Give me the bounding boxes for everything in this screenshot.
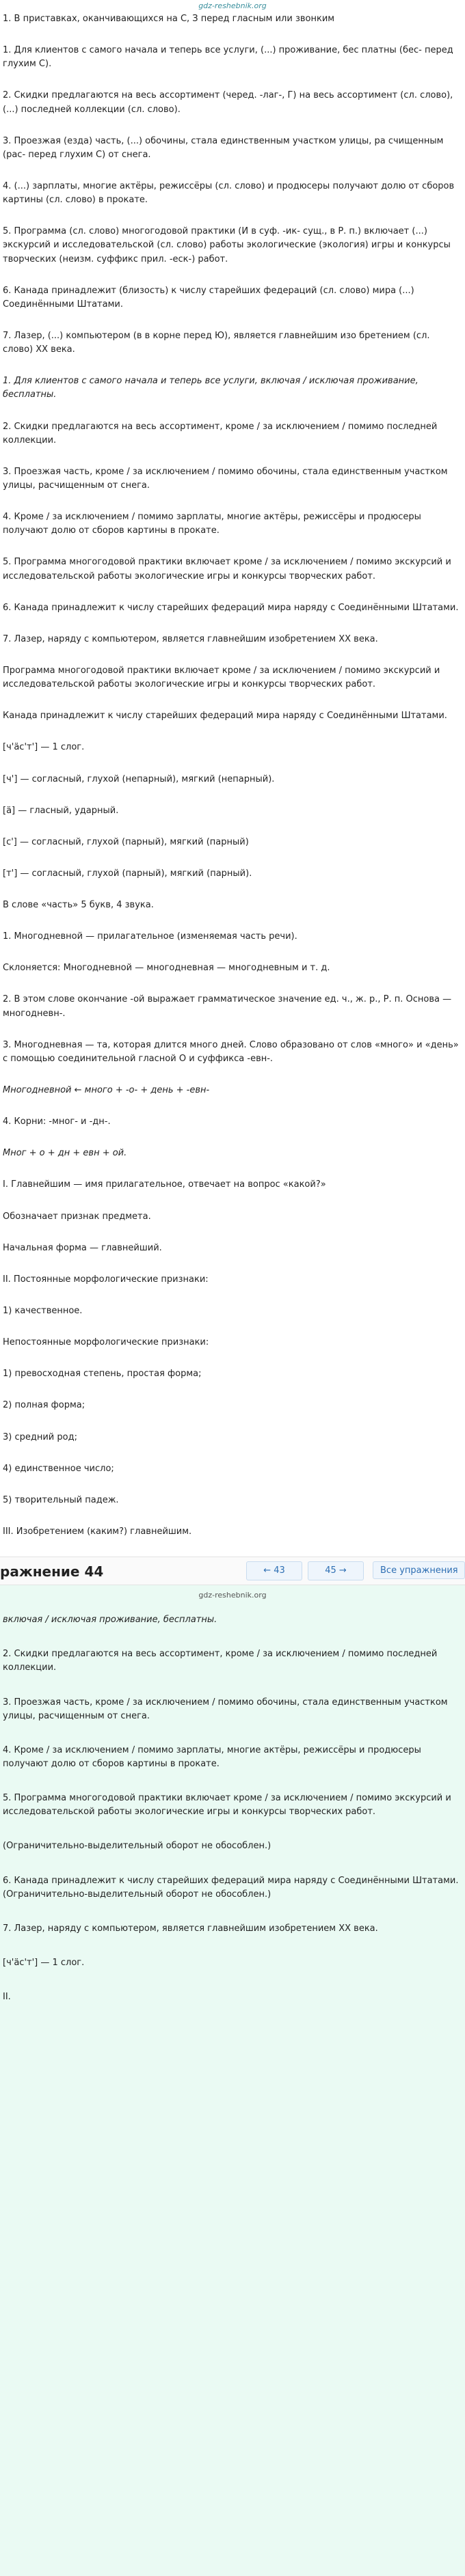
text-line: 1) качественное. — [3, 1306, 83, 1317]
text-line: 2. В этом слове окончание -ой выражает грамматическое значение ед. ч., ж. р., Р. п. Основа — многодневн-. — [3, 994, 452, 1019]
phonetic-line: [с'] — согласный, глухой (парный), мягкий (парный) — [3, 836, 249, 847]
text-line: 1. Многодневной — прилагательное (изменяемая часть речи). — [3, 931, 297, 942]
text-line: 4. Корни: -мног- и -дн-. — [3, 1116, 111, 1127]
phonetic-line: [т'] — согласный, глухой (парный), мягкий (парный). — [3, 868, 252, 879]
text-line: Непостоянные морфологические признаки: — [3, 1337, 209, 1348]
text-line: 3. Проезжая часть, кроме / за исключением / помимо обочины, стала единственным участком улицы, расчищенным от снега. — [3, 1697, 448, 1721]
all-exercises-button[interactable]: Все упражнения — [373, 1561, 465, 1579]
watermark: gdz-reshebnik.org — [198, 1591, 267, 1600]
morpheme-breakdown: Мног + о + дн + евн + ой. — [3, 1148, 127, 1159]
text-line: 1) превосходная степень, простая форма; — [3, 1369, 202, 1380]
text-line: 5. Программа многогодовой практики включает кроме / за исключением / помимо экскурсий и исследовательской работы экологические игры и конкурсы творческих работ. — [3, 557, 451, 581]
text-line: 6. Канада принадлежит (близость) к числу старейших федераций (сл. слово) мира (...) Соединёнными Штатами. — [3, 285, 414, 310]
site-logo[interactable]: gdz-reshebnik.org — [198, 1, 267, 10]
exercise-pager — [0, 1557, 465, 1585]
text-line: 5. Программа (сл. слово) многогодовой практики (И в суф. -ик- сущ., в Р. п.) включает (...) экскурсий и исследовательской (сл. слово) работы экологические (экология) игры и конкурсы творческих (неизм. суффикс прил. -еск-) работ. — [3, 226, 451, 264]
exercise-43-solution — [0, 12, 465, 1539]
text-line: 2. Скидки предлагаются на весь ассортимент, кроме / за исключением / помимо последней коллекции. — [3, 421, 438, 446]
text-line: II. Постоянные морфологические признаки: — [3, 1274, 209, 1285]
text-line: 4) единственное число; — [3, 1463, 114, 1474]
word-formation: Многодневной ← много + -о- + день + -евн- — [3, 1085, 210, 1096]
text-line: 1. Для клиентов с самого начала и теперь все услуги, (...) проживание, бес платны (бес- перед глухим С). — [3, 45, 453, 70]
text-line: 3. Проезжая (езда) часть, (...) обочины, стала единственным участком улицы, ра счищенным (рас- перед глухим С) от снега. — [3, 135, 444, 160]
text-line: Канада принадлежит к числу старейших федераций мира наряду с Соединёнными Штатами. — [3, 711, 447, 722]
text-line: 3. Многодневная — та, которая длится много дней. Слово образовано от слов «много» и «день» с помощью соединительной гласной О и суффикса -евн-. — [3, 1039, 459, 1064]
text-line: 6. Канада принадлежит к числу старейших федераций мира наряду с Соединёнными Штатами. (Ограничительно-выделительный оборот не обособлен.) — [3, 1875, 459, 1900]
text-line: 4. Кроме / за исключением / помимо зарплаты, многие актёры, режиссёры и продюсеры получают долю от сборов картины в прокате. — [3, 512, 421, 536]
text-line: 1. В приставках, оканчивающихся на С, З перед гласным или звонким — [3, 14, 335, 24]
text-line: 7. Лазер, наряду с компьютером, является главнейшим изобретением XX века. — [3, 1923, 378, 1934]
text-line: 5) творительный падеж. — [3, 1494, 119, 1505]
phonetic-line: [ч'] — согласный, глухой (непарный), мягкий (непарный). — [3, 773, 275, 784]
text-line: 3. Проезжая часть, кроме / за исключением / помимо обочины, стала единственным участком улицы, расчищенным от снега. — [3, 466, 448, 491]
text-line: (Ограничительно-выделительный оборот не обособлен.) — [3, 1841, 271, 1852]
phonetic-line: [ч'äс'т'] — 1 слог. — [3, 1958, 85, 1969]
text-line: Обозначает признак предмета. — [3, 1211, 151, 1222]
exercise-44-solution — [0, 1585, 465, 2576]
text-line: I. Главнейшим — имя прилагательное, отвечает на вопрос «какой?» — [3, 1179, 326, 1190]
text-line: 7. Лазер, наряду с компьютером, является главнейшим изобретением XX века. — [3, 633, 378, 644]
text-line: включая / исключая проживание, бесплатны. — [3, 1615, 217, 1626]
phonetic-line: [ä] — гласный, ударный. — [3, 805, 119, 816]
text-line: Начальная форма — главнейший. — [3, 1242, 162, 1253]
text-line: 4. Кроме / за исключением / помимо зарплаты, многие актёры, режиссёры и продюсеры получают долю от сборов картины в прокате. — [3, 1744, 421, 1770]
text-line: 7. Лазер, (...) компьютером (в в корне перед Ю), является главнейшим изо бретением (сл. слово) XX века. — [3, 330, 430, 355]
text-line: В слове «часть» 5 букв, 4 звука. — [3, 900, 154, 911]
text-line: Склоняется: Многодневной — многодневная — многодневным и т. д. — [3, 963, 330, 974]
text-line: 2. Скидки предлагаются на весь ассортимент, кроме / за исключением / помимо последней коллекции. — [3, 1649, 438, 1673]
phonetic-line: [ч'äс'т'] — 1 слог. — [3, 742, 85, 753]
text-line: II. — [3, 1992, 11, 2003]
text-line: III. Изобретением (каким?) главнейшим. — [3, 1526, 192, 1537]
text-line: 4. (...) зарплаты, многие актёры, режиссёры (сл. слово) и продюсеры получают долю от сборов картины (сл. слово) в прокате. — [3, 180, 455, 206]
text-line: 2) полная форма; — [3, 1400, 85, 1411]
next-exercise-button[interactable]: 45 → — [308, 1561, 364, 1580]
prev-exercise-button[interactable]: ← 43 — [246, 1561, 302, 1580]
text-line: 1. Для клиентов с самого начала и теперь все услуги, включая / исключая проживание, бесплатны. — [3, 376, 418, 400]
exercise-title: ражнение 44 — [0, 1563, 104, 1580]
text-line: 5. Программа многогодовой практики включает кроме / за исключением / помимо экскурсий и исследовательской работы экологические игры и конкурсы творческих работ. — [3, 1793, 451, 1818]
text-line: 6. Канада принадлежит к числу старейших федераций мира наряду с Соединёнными Штатами. — [3, 602, 459, 613]
text-line: Программа многогодовой практики включает кроме / за исключением / помимо экскурсий и исследовательской работы экологические игры и конкурсы творческих работ. — [3, 665, 440, 690]
text-line: 3) средний род; — [3, 1431, 77, 1442]
text-line: 2. Скидки предлагаются на весь ассортимент (черед. -лаг-, Г) на весь ассортимент (сл. слово), (...) последней коллекции (сл. слово). — [3, 90, 453, 115]
